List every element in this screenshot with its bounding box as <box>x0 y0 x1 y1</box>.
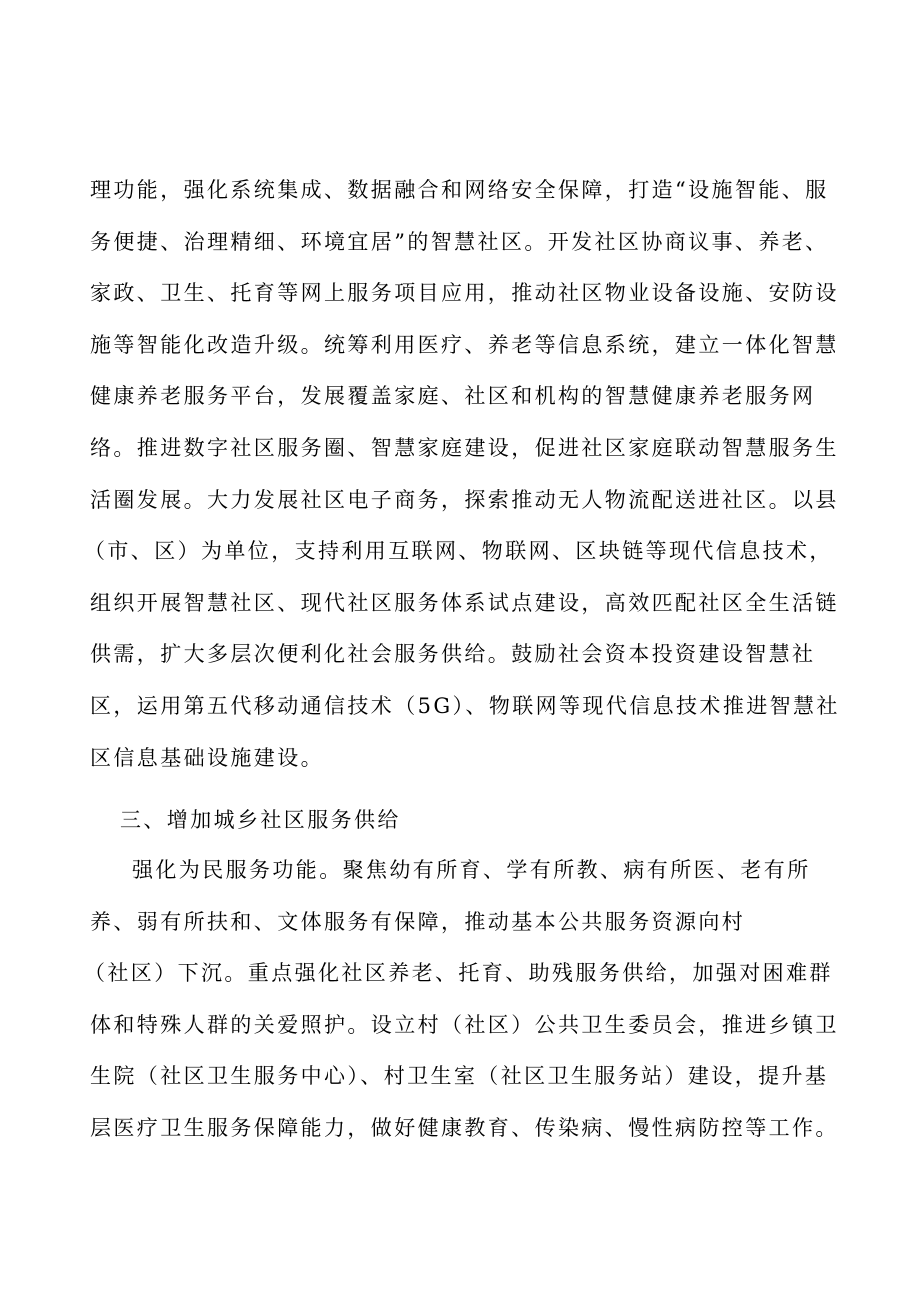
body-text-line: 络。推进数字社区服务圈、智慧家庭建设，促进社区家庭联动智慧服务生 <box>90 436 839 460</box>
body-text-line: 体和特殊人群的关爱照护。设立村（社区）公共卫生委员会，推进乡镇卫 <box>90 1013 839 1037</box>
body-text-line: 组织开展智慧社区、现代社区服务体系试点建设，高效匹配社区全生活链 <box>90 591 839 615</box>
body-text-line: 供需，扩大多层次便利化社会服务供给。鼓励社会资本投资建设智慧社 <box>90 642 816 666</box>
body-text-line: 家政、卫生、托育等网上服务项目应用，推动社区物业设备设施、安防设 <box>90 281 839 305</box>
section-heading: 三、增加城乡社区服务供给 <box>120 808 401 832</box>
body-text-line: （市、区）为单位，支持利用互联网、物联网、区块链等现代信息技术， <box>84 539 833 563</box>
body-text-line: 区，运用第五代移动通信技术（5G）、物联网等现代信息技术推进智慧社 <box>90 694 840 718</box>
body-text-line: 层医疗卫生服务保障能力，做好健康教育、传染病、慢性病防控等工作。 <box>90 1116 839 1140</box>
body-text-line: 活圈发展。大力发展社区电子商务，探索推动无人物流配送进社区。以县 <box>90 488 839 512</box>
body-text-line: 区信息基础设施建设。 <box>90 746 324 770</box>
body-text-line: 强化为民服务功能。聚焦幼有所育、学有所教、病有所医、老有所 <box>132 858 811 882</box>
body-text-line: 务便捷、治理精细、环境宜居”的智慧社区。开发社区协商议事、养老、 <box>90 230 829 254</box>
body-text-line: 理功能，强化系统集成、数据融合和网络安全保障，打造“设施智能、服 <box>90 178 829 202</box>
body-text-line: 健康养老服务平台，发展覆盖家庭、社区和机构的智慧健康养老服务网 <box>90 384 816 408</box>
body-text-line: 施等智能化改造升级。统筹利用医疗、养老等信息系统，建立一体化智慧 <box>90 333 839 357</box>
body-text-line: 生院（社区卫生服务中心）、村卫生室（社区卫生服务站）建设，提升基 <box>90 1064 829 1088</box>
body-text-line: （社区）下沉。重点强化社区养老、托育、助残服务供给，加强对困难群 <box>84 961 833 985</box>
body-text-line: 养、弱有所扶和、文体服务有保障，推动基本公共服务资源向村 <box>90 910 746 934</box>
